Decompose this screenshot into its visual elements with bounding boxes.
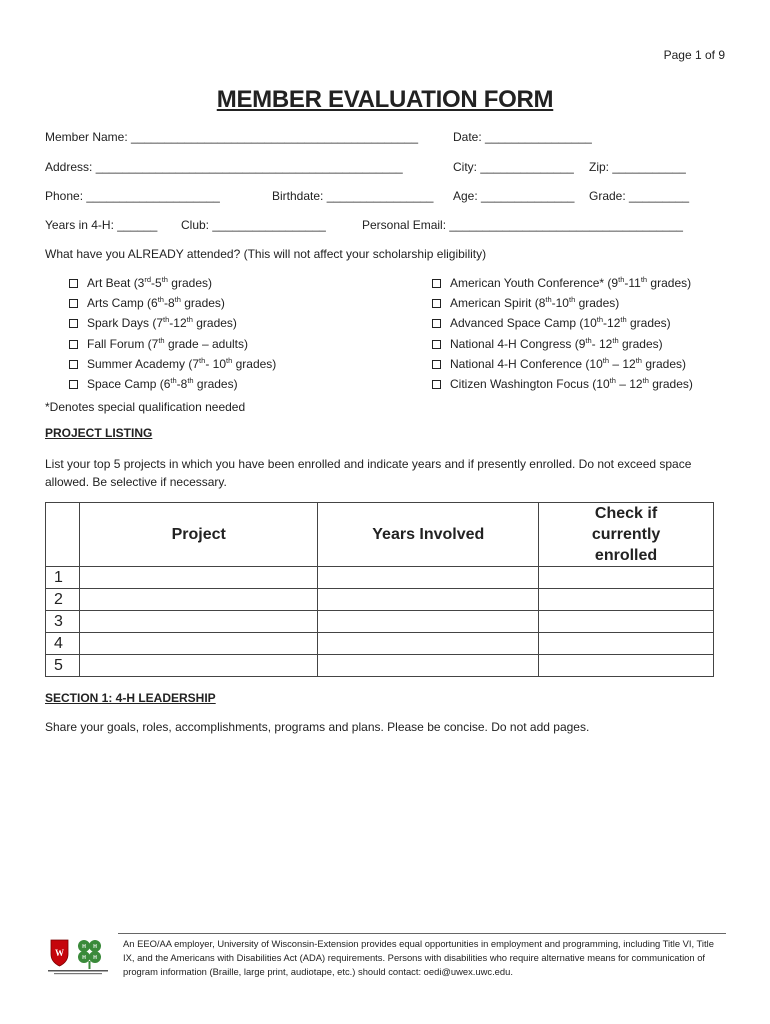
enrolled-cell[interactable] (539, 655, 714, 677)
section1-heading: SECTION 1: 4-H LEADERSHIP (45, 691, 216, 705)
project-table-header (46, 503, 714, 567)
attended-option-label: Art Beat (3rd-5th grades) (87, 275, 212, 290)
checkbox-icon[interactable] (432, 279, 441, 288)
row-number: 4 (46, 633, 80, 655)
attended-option-label: Arts Camp (6th-8th grades) (87, 295, 225, 311)
attended-option-label: Spark Days (7th-12th grades) (87, 315, 237, 331)
attended-option[interactable] (69, 293, 276, 313)
project-cell[interactable] (79, 567, 318, 589)
member-name-field[interactable]: Member Name: ___________________________________________ (45, 130, 418, 144)
attended-option[interactable] (69, 354, 276, 374)
attended-option[interactable] (69, 273, 276, 293)
project-cell[interactable] (79, 611, 318, 633)
attended-option[interactable] (69, 313, 276, 333)
attended-option[interactable] (69, 374, 276, 394)
checkbox-icon[interactable] (69, 279, 78, 288)
row-number: 3 (46, 611, 80, 633)
enrolled-cell[interactable] (539, 633, 714, 655)
years-cell[interactable] (318, 589, 539, 611)
enrolled-cell[interactable] (539, 589, 714, 611)
svg-text:H: H (93, 944, 97, 950)
row-number: 5 (46, 655, 80, 677)
svg-text:H: H (93, 955, 97, 961)
years-cell[interactable] (318, 633, 539, 655)
attended-option-label: Citizen Washington Focus (10th – 12th grades) (450, 375, 693, 391)
attended-option-label: Fall Forum (7th grade – adults) (87, 335, 248, 351)
zip-field[interactable]: Zip: ___________ (589, 160, 686, 174)
table-row (46, 611, 714, 633)
footer-divider (118, 933, 726, 934)
enrolled-cell[interactable] (539, 611, 714, 633)
address-field[interactable]: Address: ______________________________________________ (45, 160, 403, 174)
birthdate-field[interactable]: Birthdate: ________________ (272, 189, 434, 203)
checkbox-icon[interactable] (69, 340, 78, 349)
checkbox-icon[interactable] (432, 360, 441, 369)
table-row (46, 655, 714, 677)
date-field[interactable]: Date: ________________ (453, 130, 592, 144)
page-number: Page 1 of 9 (663, 48, 725, 62)
city-field[interactable]: City: ______________ (453, 160, 574, 174)
attended-option-label: Summer Academy (7th- 10th grades) (87, 355, 277, 371)
attended-option[interactable] (69, 334, 276, 354)
years-in-4h-field[interactable]: Years in 4-H: ______ (45, 218, 158, 232)
svg-text:W: W (55, 948, 64, 958)
age-field[interactable]: Age: ______________ (453, 189, 575, 203)
attended-list-right (432, 273, 693, 394)
svg-text:H: H (82, 955, 86, 961)
attended-option[interactable] (432, 313, 693, 333)
row-number: 2 (46, 589, 80, 611)
checkbox-icon[interactable] (432, 340, 441, 349)
project-cell[interactable] (79, 655, 318, 677)
checkbox-icon[interactable] (69, 299, 78, 308)
attended-option-label: Advanced Space Camp (10th-12th grades) (450, 315, 671, 331)
checkbox-icon[interactable] (432, 380, 441, 389)
attended-option-label: American Youth Conference* (9th-11th grades) (450, 275, 692, 290)
years-cell[interactable] (318, 611, 539, 633)
phone-field[interactable]: Phone: ____________________ (45, 189, 220, 203)
attended-list-left (69, 273, 276, 394)
attended-option-label: National 4-H Conference (10th – 12th grades) (450, 355, 687, 371)
grade-field[interactable]: Grade: _________ (589, 189, 690, 203)
checkbox-icon[interactable] (69, 319, 78, 328)
header-project: Project (79, 503, 318, 567)
attended-option-label: American Spirit (8th-10th grades) (450, 295, 620, 311)
attended-option[interactable] (432, 354, 693, 374)
attended-option-label: Space Camp (6th-8th grades) (87, 375, 238, 391)
personal-email-field[interactable]: Personal Email: ___________________________________ (362, 218, 683, 232)
footer-eeo-statement: An EEO/AA employer, University of Wisconsin-Extension provides equal opportunities in employment and programming, including Title VI, Title IX, and the Americans with Disabilities Act (ADA) requirements. Persons with disabilities who require alternative means for communication of program information (Braille, large print, audiotape, etc.) should contact: oedi@uwex.uwc.edu. (123, 938, 714, 977)
page-title: MEMBER EVALUATION FORM (216, 86, 554, 113)
attended-option-label: National 4-H Congress (9th- 12th grades) (450, 335, 663, 351)
club-field[interactable]: Club: _________________ (181, 218, 326, 232)
uw-extension-4h-logo (46, 934, 112, 976)
years-cell[interactable] (318, 567, 539, 589)
checkbox-icon[interactable] (69, 360, 78, 369)
section1-instructions: Share your goals, roles, accomplishments, programs and plans. Please be concise. Do not add pages. (45, 720, 590, 734)
svg-text:H: H (82, 944, 86, 950)
attended-option[interactable] (432, 293, 693, 313)
project-cell[interactable] (79, 589, 318, 611)
attended-option[interactable] (432, 334, 693, 354)
checkbox-icon[interactable] (69, 380, 78, 389)
attended-question: What have you ALREADY attended? (This will not affect your scholarship eligibility) (45, 247, 487, 261)
table-row (46, 567, 714, 589)
table-row (46, 589, 714, 611)
special-qualification-note: *Denotes special qualification needed (45, 400, 246, 414)
header-number (46, 503, 80, 567)
table-row (46, 633, 714, 655)
header-years-involved: Years Involved (318, 503, 539, 567)
project-cell[interactable] (79, 633, 318, 655)
header-currently-enrolled: Check if currently enrolled (539, 503, 714, 567)
project-table (45, 502, 714, 677)
checkbox-icon[interactable] (432, 299, 441, 308)
checkbox-icon[interactable] (432, 319, 441, 328)
attended-option[interactable] (432, 273, 693, 293)
project-instructions: List your top 5 projects in which you have been enrolled and indicate years and if presently enrolled. Do not exceed space allowed. Be selective if necessary. (45, 457, 692, 489)
attended-option[interactable] (432, 374, 693, 394)
row-number: 1 (46, 567, 80, 589)
enrolled-cell[interactable] (539, 567, 714, 589)
project-listing-heading: PROJECT LISTING (45, 426, 153, 440)
years-cell[interactable] (318, 655, 539, 677)
